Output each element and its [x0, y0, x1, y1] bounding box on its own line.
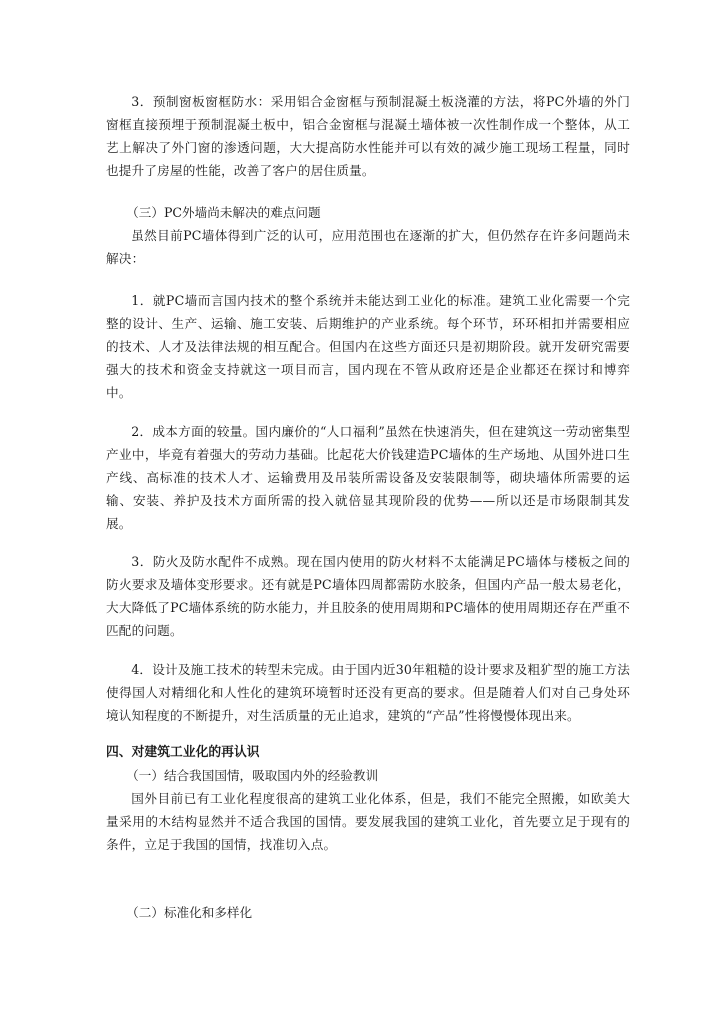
- paragraph-issue-3: 3．防火及防水配件不成熟。现在国内使用的防火材料不太能满足PC墙体与楼板之间的防火要求及墙体变形要求。还有就是PC墙体四周都需防水胶条，但国内产品一般太易老化，大大降低了PC墙体系统的防水能力，并且胶条的使用周期和PC墙体的使用周期还存在严重不匹配的问题。: [106, 554, 630, 638]
- paragraph-issue-1: 1．就PC墙而言国内技术的整个系统并未能达到工业化的标准。建筑工业化需要一个完整的设计、生产、运输、施工安装、后期维护的产业系统。每个环节，环环相扣并需要相应的技术、人才及法律法规的相互配合。但国内在这些方面还只是初期阶段。就开发研究需要强大的技术和资金支持就这一项目而言，国内现在不管从政府还是企业都还在探讨和博弈中。: [106, 293, 630, 400]
- subheading-national-conditions: （一）结合我国国情，吸取国内外的经验教训: [126, 768, 379, 783]
- paragraph-window-frame-waterproofing: 3．预制窗板窗框防水：采用铝合金窗框与预制混凝土板浇灌的方法，将PC外墙的外门窗框直接预埋于预制混凝土板中，铝合金窗框与混凝土墙体被一次性制作成一个整体，从工艺上解决了外门窗的渗透问题，大大提高防水性能并可以有效的减少施工现场工程量，同时也提升了房屋的性能，改善了客户的居住质量。: [106, 94, 630, 178]
- paragraph-issue-2: 2．成本方面的较量。国内廉价的“人口福利”虽然在快速消失，但在建筑这一劳动密集型产业中，毕竟有着强大的劳动力基础。比起花大价钱建造PC墙体的生产场地、从国外进口生产线、高标准的技术人才、运输费用及吊装所需设备及安装限制等，砌块墙体所需要的运输、安装、养护及技术方面所需的投入就倍显其现阶段的优势——所以还是市场限制其发展。: [106, 424, 630, 531]
- paragraph-issue-4: 4．设计及施工技术的转型未完成。由于国内近30年粗糙的设计要求及粗犷型的施工方法使得国人对精细化和人性化的建筑环境暂时还没有更高的要求。但是随着人们对自己身处环境认知程度的不断提升，对生活质量的无止追求，建筑的“产品”性将慢慢体现出来。: [106, 662, 630, 723]
- section-heading-reconsider-industrialization: 四、对建筑工业化的再认识: [106, 745, 260, 760]
- section-heading-unsolved-problems: （三）PC外墙尚未解决的难点问题: [126, 205, 321, 220]
- paragraph-unsolved-intro: 虽然目前PC墙体得到广泛的认可，应用范围也在逐渐的扩大，但仍然存在许多问题尚未解决：: [106, 228, 630, 266]
- paragraph-national-conditions: 国外目前已有工业化程度很高的建筑工业化体系，但是，我们不能完全照搬，如欧美大量采用的木结构显然并不适合我国的国情。要发展我国的建筑工业化，首先要立足于现有的条件，立足于我国的国情，找准切入点。: [106, 791, 630, 852]
- subheading-standardization-diversification: （二）标准化和多样化: [126, 905, 253, 920]
